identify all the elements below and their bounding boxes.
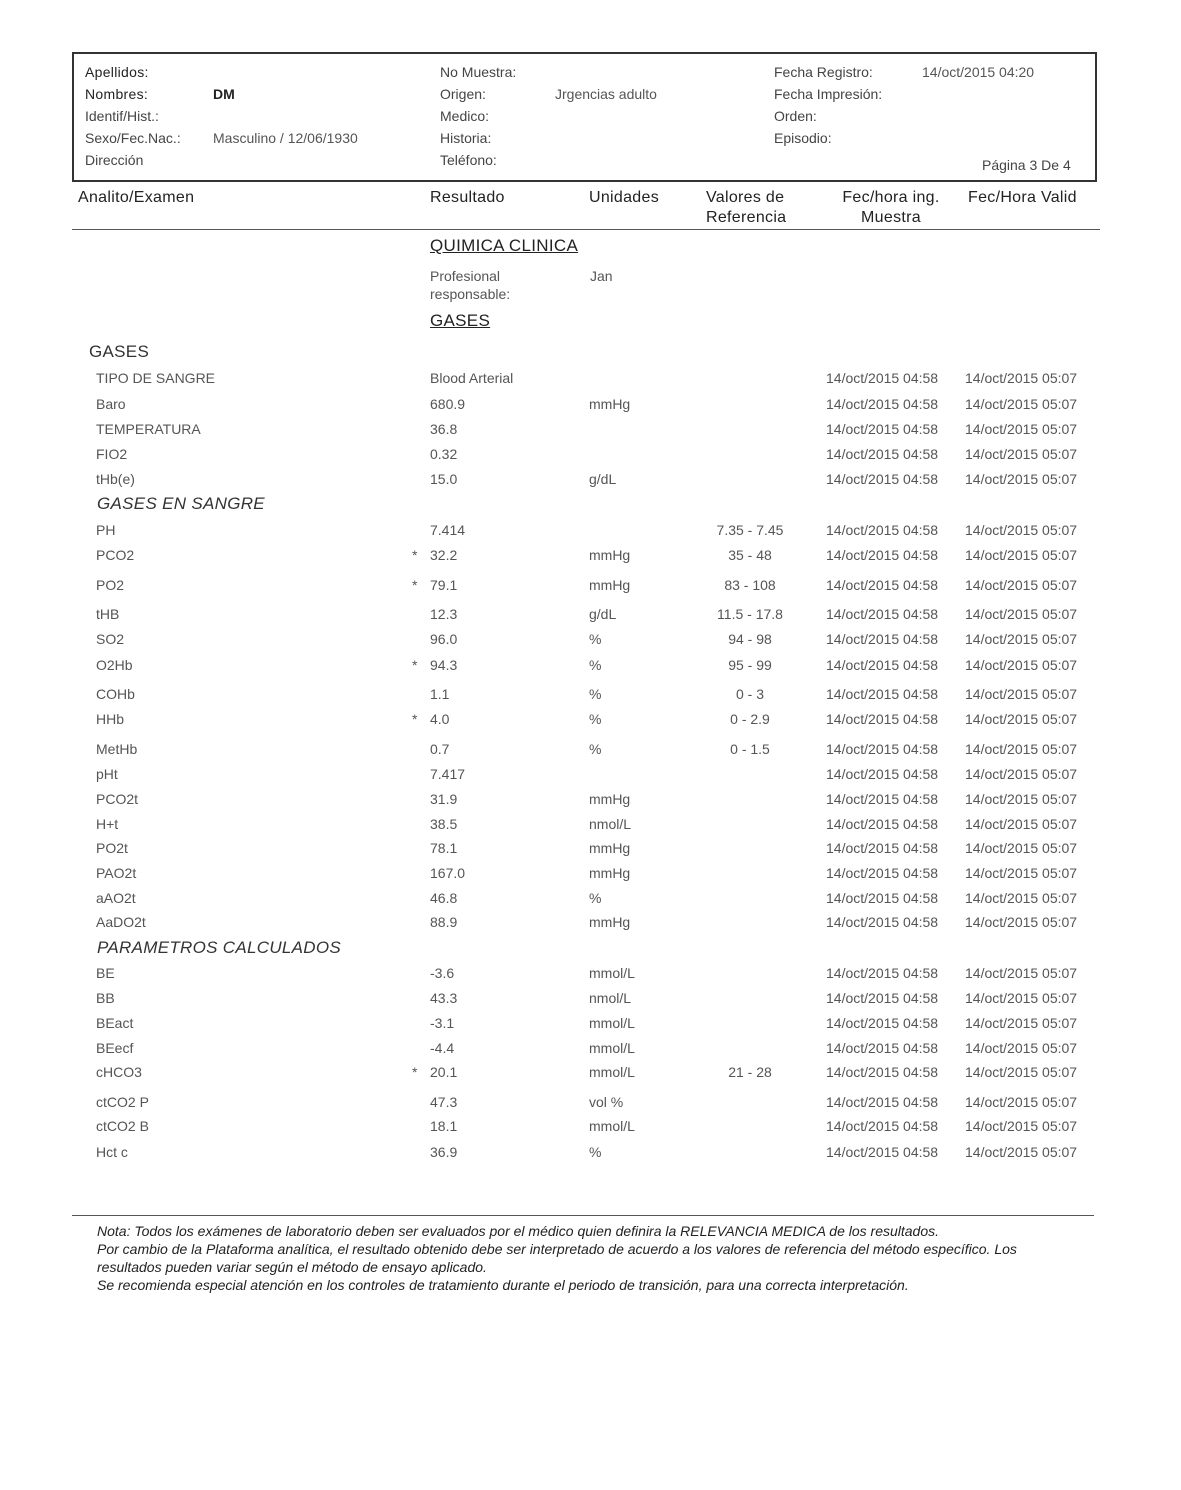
row-result-value: -4.4	[430, 1040, 455, 1056]
row-abnormal-flag: *	[412, 711, 418, 727]
row-validation-datetime: 14/oct/2015 05:07	[965, 990, 1078, 1006]
row-validation-datetime: 14/oct/2015 05:07	[965, 370, 1078, 386]
profesional-line2: responsable:	[430, 286, 511, 302]
row-sample-datetime: 14/oct/2015 04:58	[826, 421, 939, 437]
row-unit: %	[589, 657, 602, 673]
row-unit: g/dL	[589, 471, 617, 487]
row-result-value: 96.0	[430, 631, 458, 647]
row-abnormal-flag: *	[412, 1064, 418, 1080]
row-unit: %	[589, 686, 602, 702]
row-sample-datetime: 14/oct/2015 04:58	[826, 791, 939, 807]
col-valores-line2: Referencia	[706, 209, 787, 226]
row-unit: nmol/L	[589, 990, 632, 1006]
row-unit: g/dL	[589, 606, 617, 622]
row-sample-datetime: 14/oct/2015 04:58	[826, 1040, 939, 1056]
row-validation-datetime: 14/oct/2015 05:07	[965, 1015, 1078, 1031]
row-reference-range: 83 - 108	[724, 577, 776, 593]
row-result-value: 78.1	[430, 840, 458, 856]
section-subtitle: GASES	[430, 311, 491, 330]
footer-note	[97, 1222, 1057, 1294]
row-analyte-name: BEecf	[96, 1040, 134, 1056]
row-unit: %	[589, 741, 602, 757]
row-validation-datetime: 14/oct/2015 05:07	[965, 1064, 1078, 1080]
note-line-1: Nota: Todos los exámenes de laboratorio deben ser evaluados por el médico quien definira la RELEVANCIA MEDICA de los resultados.	[97, 1223, 940, 1239]
row-result-value: 46.8	[430, 890, 458, 906]
row-sample-datetime: 14/oct/2015 04:58	[826, 686, 939, 702]
medico-label: Medico:	[440, 108, 490, 124]
row-result-value: 0.32	[430, 446, 458, 462]
row-sample-datetime: 14/oct/2015 04:58	[826, 741, 939, 757]
row-validation-datetime: 14/oct/2015 05:07	[965, 1040, 1078, 1056]
col-fec-ing-line2: Muestra	[861, 209, 921, 226]
identif-label: Identif/Hist.:	[85, 108, 159, 124]
row-result-value: 36.9	[430, 1144, 458, 1160]
row-unit: nmol/L	[589, 816, 632, 832]
row-abnormal-flag: *	[412, 577, 418, 593]
row-result-value: 32.2	[430, 547, 458, 563]
row-unit: mmol/L	[589, 1015, 635, 1031]
row-sample-datetime: 14/oct/2015 04:58	[826, 965, 939, 981]
row-result-value: 7.417	[430, 766, 466, 782]
row-reference-range: 0 - 3	[735, 686, 764, 702]
row-validation-datetime: 14/oct/2015 05:07	[965, 890, 1078, 906]
row-sample-datetime: 14/oct/2015 04:58	[826, 865, 939, 881]
row-result-value: 36.8	[430, 421, 458, 437]
row-sample-datetime: 14/oct/2015 04:58	[826, 657, 939, 673]
row-validation-datetime: 14/oct/2015 05:07	[965, 840, 1078, 856]
row-analyte-name: TIPO DE SANGRE	[96, 370, 216, 386]
row-analyte-name: aAO2t	[96, 890, 136, 906]
row-result-value: -3.1	[430, 1015, 455, 1031]
col-valores-line1: Valores de	[706, 189, 785, 206]
row-analyte-name: Hct c	[96, 1144, 128, 1160]
row-sample-datetime: 14/oct/2015 04:58	[826, 1118, 939, 1134]
row-analyte-name: PO2t	[96, 840, 128, 856]
row-unit: mmHg	[589, 396, 631, 412]
group-gases: GASES	[89, 342, 150, 361]
row-analyte-name: BEact	[96, 1015, 134, 1031]
row-analyte-name: ctCO2 B	[96, 1118, 149, 1134]
note-line-3: Se recomienda especial atención en los controles de tratamiento durante el periodo de transición, para una correcta interpretación.	[97, 1277, 909, 1293]
row-sample-datetime: 14/oct/2015 04:58	[826, 370, 939, 386]
row-validation-datetime: 14/oct/2015 05:07	[965, 766, 1078, 782]
row-sample-datetime: 14/oct/2015 04:58	[826, 446, 939, 462]
row-analyte-name: Baro	[96, 396, 126, 412]
row-result-value: 47.3	[430, 1094, 458, 1110]
row-analyte-name: ctCO2 P	[96, 1094, 149, 1110]
row-validation-datetime: 14/oct/2015 05:07	[965, 446, 1078, 462]
profesional-line1: Profesional	[430, 268, 501, 284]
row-validation-datetime: 14/oct/2015 05:07	[965, 914, 1078, 930]
row-sample-datetime: 14/oct/2015 04:58	[826, 396, 939, 412]
nombres-value: DM	[213, 86, 235, 102]
row-validation-datetime: 14/oct/2015 05:07	[965, 1118, 1078, 1134]
row-unit: %	[589, 711, 602, 727]
row-validation-datetime: 14/oct/2015 05:07	[965, 657, 1078, 673]
row-validation-datetime: 14/oct/2015 05:07	[965, 865, 1078, 881]
row-sample-datetime: 14/oct/2015 04:58	[826, 522, 939, 538]
row-unit: mmHg	[589, 547, 631, 563]
col-fec-valid: Fec/Hora Valid	[968, 189, 1077, 206]
fecha-impresion-label: Fecha Impresión:	[774, 86, 883, 102]
row-analyte-name: AaDO2t	[96, 914, 146, 930]
row-unit: vol %	[589, 1094, 624, 1110]
origen-label: Origen:	[440, 86, 486, 102]
col-resultado: Resultado	[430, 189, 505, 206]
row-result-value: 1.1	[430, 686, 450, 702]
row-sample-datetime: 14/oct/2015 04:58	[826, 1144, 939, 1160]
row-sample-datetime: 14/oct/2015 04:58	[826, 547, 939, 563]
row-unit: mmHg	[589, 791, 631, 807]
telefono-label: Teléfono:	[440, 152, 497, 168]
row-validation-datetime: 14/oct/2015 05:07	[965, 522, 1078, 538]
row-sample-datetime: 14/oct/2015 04:58	[826, 711, 939, 727]
row-unit: mmHg	[589, 577, 631, 593]
row-sample-datetime: 14/oct/2015 04:58	[826, 914, 939, 930]
row-result-value: 79.1	[430, 577, 458, 593]
row-abnormal-flag: *	[412, 657, 418, 673]
row-analyte-name: PCO2	[96, 547, 135, 563]
row-result-value: 4.0	[430, 711, 450, 727]
row-sample-datetime: 14/oct/2015 04:58	[826, 890, 939, 906]
profesional-value: Jan	[590, 268, 613, 284]
row-sample-datetime: 14/oct/2015 04:58	[826, 577, 939, 593]
row-result-value: 38.5	[430, 816, 458, 832]
row-unit: mmHg	[589, 840, 631, 856]
row-analyte-name: PAO2t	[96, 865, 137, 881]
row-analyte-name: COHb	[96, 686, 135, 702]
row-analyte-name: PH	[96, 522, 116, 538]
row-abnormal-flag: *	[412, 547, 418, 563]
row-unit: mmHg	[589, 914, 631, 930]
fecha-registro-value: 14/oct/2015 04:20	[922, 64, 1035, 80]
nombres-label: Nombres:	[85, 86, 149, 102]
episodio-label: Episodio:	[774, 130, 832, 146]
group-parametros-calculados: PARAMETROS CALCULADOS	[97, 938, 342, 957]
row-validation-datetime: 14/oct/2015 05:07	[965, 606, 1078, 622]
row-sample-datetime: 14/oct/2015 04:58	[826, 1064, 939, 1080]
row-reference-range: 94 - 98	[728, 631, 772, 647]
row-validation-datetime: 14/oct/2015 05:07	[965, 396, 1078, 412]
row-sample-datetime: 14/oct/2015 04:58	[826, 1094, 939, 1110]
row-analyte-name: pHt	[96, 766, 118, 782]
sexo-value: Masculino / 12/06/1930	[213, 130, 358, 146]
no-muestra-label: No Muestra:	[440, 64, 517, 80]
row-validation-datetime: 14/oct/2015 05:07	[965, 631, 1078, 647]
page-number: Página 3 De 4	[982, 157, 1071, 173]
row-validation-datetime: 14/oct/2015 05:07	[965, 1094, 1078, 1110]
footer-divider	[72, 1215, 1094, 1216]
col-fec-ing-line1: Fec/hora ing.	[842, 189, 940, 206]
row-sample-datetime: 14/oct/2015 04:58	[826, 990, 939, 1006]
row-result-value: 94.3	[430, 657, 458, 673]
row-result-value: 18.1	[430, 1118, 458, 1134]
sexo-label: Sexo/Fec.Nac.:	[85, 130, 181, 146]
row-result-value: 15.0	[430, 471, 458, 487]
row-sample-datetime: 14/oct/2015 04:58	[826, 471, 939, 487]
row-unit: %	[589, 631, 602, 647]
row-validation-datetime: 14/oct/2015 05:07	[965, 711, 1078, 727]
row-analyte-name: O2Hb	[96, 657, 133, 673]
row-validation-datetime: 14/oct/2015 05:07	[965, 547, 1078, 563]
row-unit: %	[589, 890, 602, 906]
row-analyte-name: TEMPERATURA	[96, 421, 201, 437]
row-validation-datetime: 14/oct/2015 05:07	[965, 741, 1078, 757]
row-validation-datetime: 14/oct/2015 05:07	[965, 1144, 1078, 1160]
row-unit: mmol/L	[589, 1040, 635, 1056]
row-result-value: Blood Arterial	[430, 370, 514, 386]
apellidos-label: Apellidos:	[85, 64, 149, 80]
row-analyte-name: tHB	[96, 606, 120, 622]
row-validation-datetime: 14/oct/2015 05:07	[965, 421, 1078, 437]
row-analyte-name: SO2	[96, 631, 125, 647]
row-reference-range: 7.35 - 7.45	[716, 522, 784, 538]
row-reference-range: 0 - 2.9	[730, 711, 770, 727]
row-reference-range: 35 - 48	[728, 547, 772, 563]
note-line-2: Por cambio de la Plataforma analítica, el resultado obtenido debe ser interpretado de acuerdo a los valores de referencia del método específico. Los resultados pueden variar según el método de ensayo aplicado.	[97, 1241, 1017, 1275]
row-reference-range: 95 - 99	[728, 657, 772, 673]
orden-label: Orden:	[774, 108, 817, 124]
group-gases-en-sangre: GASES EN SANGRE	[97, 494, 265, 513]
row-result-value: -3.6	[430, 965, 455, 981]
origen-value: Jrgencias adulto	[555, 86, 657, 102]
row-result-value: 43.3	[430, 990, 458, 1006]
row-validation-datetime: 14/oct/2015 05:07	[965, 816, 1078, 832]
row-unit: mmol/L	[589, 965, 635, 981]
row-analyte-name: BB	[96, 990, 115, 1006]
row-reference-range: 0 - 1.5	[730, 741, 770, 757]
row-analyte-name: MetHb	[96, 741, 138, 757]
profesional-label	[430, 267, 510, 303]
col-analito: Analito/Examen	[78, 189, 195, 206]
row-validation-datetime: 14/oct/2015 05:07	[965, 471, 1078, 487]
row-validation-datetime: 14/oct/2015 05:07	[965, 791, 1078, 807]
direccion-label: Dirección	[85, 152, 144, 168]
row-sample-datetime: 14/oct/2015 04:58	[826, 766, 939, 782]
row-sample-datetime: 14/oct/2015 04:58	[826, 816, 939, 832]
col-fec-ing	[826, 188, 956, 228]
row-validation-datetime: 14/oct/2015 05:07	[965, 686, 1078, 702]
row-reference-range: 21 - 28	[728, 1064, 772, 1080]
row-reference-range: 11.5 - 17.8	[717, 606, 783, 622]
row-analyte-name: FIO2	[96, 446, 128, 462]
row-analyte-name: HHb	[96, 711, 125, 727]
row-result-value: 0.7	[430, 741, 450, 757]
row-sample-datetime: 14/oct/2015 04:58	[826, 606, 939, 622]
row-analyte-name: cHCO3	[96, 1064, 142, 1080]
row-result-value: 20.1	[430, 1064, 458, 1080]
row-result-value: 7.414	[430, 522, 466, 538]
row-sample-datetime: 14/oct/2015 04:58	[826, 840, 939, 856]
row-analyte-name: H+t	[96, 816, 119, 832]
row-result-value: 167.0	[430, 865, 466, 881]
row-validation-datetime: 14/oct/2015 05:07	[965, 965, 1078, 981]
col-valores-referencia	[706, 188, 786, 228]
row-result-value: 88.9	[430, 914, 458, 930]
row-result-value: 680.9	[430, 396, 466, 412]
row-unit: mmol/L	[589, 1064, 635, 1080]
row-analyte-name: PCO2t	[96, 791, 139, 807]
fecha-registro-label: Fecha Registro:	[774, 64, 873, 80]
row-result-value: 12.3	[430, 606, 458, 622]
row-sample-datetime: 14/oct/2015 04:58	[826, 631, 939, 647]
row-sample-datetime: 14/oct/2015 04:58	[826, 1015, 939, 1031]
row-analyte-name: BE	[96, 965, 115, 981]
row-unit: mmHg	[589, 865, 631, 881]
row-analyte-name: PO2	[96, 577, 125, 593]
section-title: QUIMICA CLINICA	[430, 236, 579, 255]
historia-label: Historia:	[440, 130, 492, 146]
header-divider	[72, 229, 1100, 230]
row-validation-datetime: 14/oct/2015 05:07	[965, 577, 1078, 593]
row-unit: %	[589, 1144, 602, 1160]
row-unit: mmol/L	[589, 1118, 635, 1134]
col-unidades: Unidades	[589, 189, 660, 206]
row-analyte-name: tHb(e)	[96, 471, 135, 487]
row-result-value: 31.9	[430, 791, 458, 807]
